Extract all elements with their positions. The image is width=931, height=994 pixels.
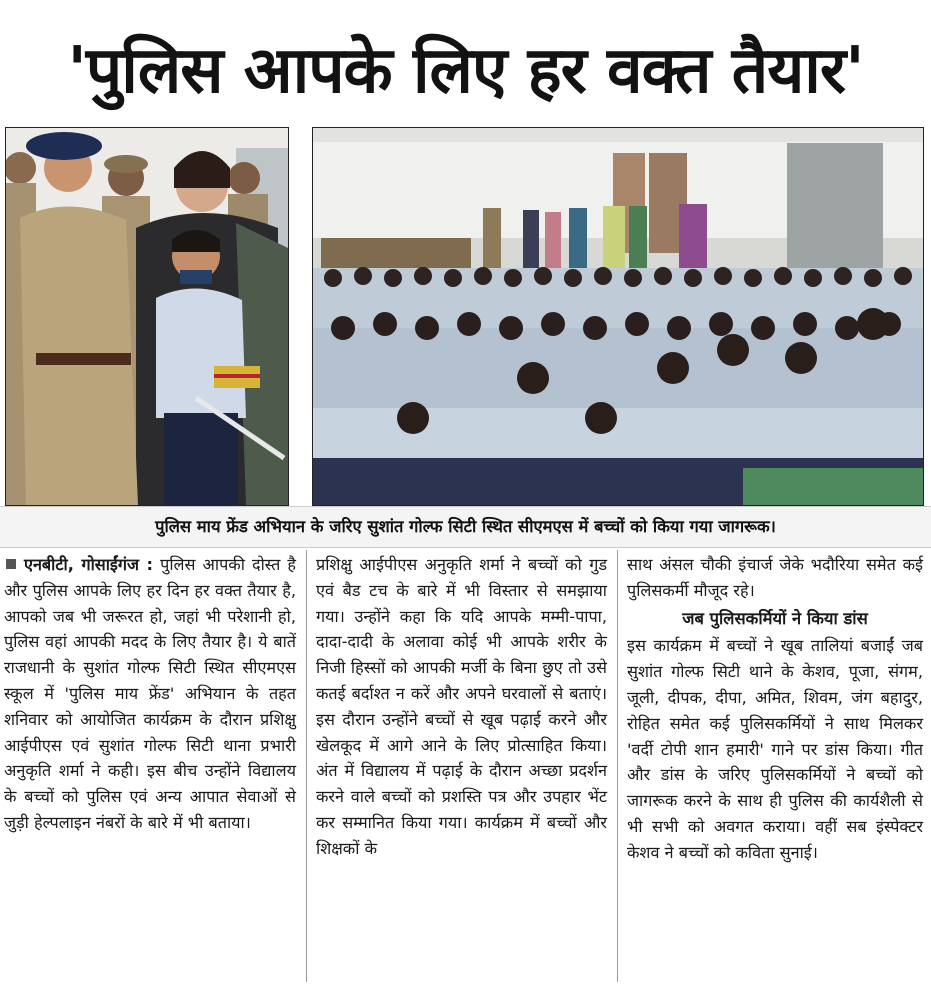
photo-officer-with-student — [5, 127, 289, 506]
square-bullet-icon — [6, 559, 16, 569]
subheading: जब पुलिसकर्मियों ने किया डांस — [682, 608, 868, 628]
dateline: एनबीटी, गोसाईंगंज : — [24, 555, 154, 574]
column-divider — [617, 550, 618, 982]
article-column-2 — [316, 552, 607, 982]
photo-caption: पुलिस माय फ्रेंड अभियान के जरिए सुशांत गोल्फ सिटी स्थित सीएमएस में बच्चों को किया गया जागरूक। — [0, 506, 931, 548]
article-column-1 — [4, 552, 296, 982]
column-3-text-bottom: इस कार्यक्रम में बच्चों ने खूब तालियां बजाईं जब सुशांत गोल्फ सिटी थाने के केशव, पूजा, संगम, जूली, दीपक, दीपा, अमित, शिवम, जंग बहादुर, रोहित समेत कई पुलिसकर्मियों ने साथ मिलकर 'वर्दी टोपी शान हमारी' गाने पर डांस किया। गीत और डांस के जरिए पुलिसकर्मियों ने बच्चों को जागरूक करने के साथ ही पुलिस की कार्यशैली से भी सभी को अवगत कराया। वहीं सब इंस्पेक्टर केशव ने बच्चों को कविता सुनाई। — [627, 636, 923, 862]
column-2-text: प्रशिक्षु आईपीएस अनुकृति शर्मा ने बच्चों को गुड एवं बैड टच के बारे में भी विस्तार से समझाया गया। उन्होंने कहा कि यदि आपके मम्मी-पापा, दादा-दादी के अलावा कोई भी आपके शरीर के निजी हिस्सों को आपकी मर्जी के बिना छुए तो उसे कतई बर्दाश्त न करें और अपने घरवालों से बताएं। इस दौरान उन्होंने बच्चों से खूब पढ़ाई करने और खेलकूद में आगे आने के लिए प्रोत्साहित किया। अंत में विद्यालय में पढ़ाई के दौरान अच्छा प्रदर्शन करने वाले बच्चों को प्रशस्ति पत्र और उपहार भेंट कर सम्मानित किया गया। कार्यक्रम में बच्चों और शिक्षकों के — [316, 555, 607, 858]
column-3-text-top: साथ अंसल चौकी इंचार्ज जेके भदौरिया समेत कई पुलिसकर्मी मौजूद रहे। — [627, 555, 923, 600]
headline: 'पुलिस आपके लिए हर वक्त तैयार' — [67, 34, 864, 108]
photo-students-assembly — [312, 127, 924, 506]
column-divider — [306, 550, 307, 982]
column-1-text: पुलिस आपकी दोस्त है और पुलिस आपके लिए हर दिन हर वक्त तैयार है, आपको जब भी जरूरत हो, जहां भी परेशानी हो, पुलिस वहां आपकी मदद के लिए तैयार है। ये बातें राजधानी के सुशांत गोल्फ सिटी स्थित सीएमएस स्कूल में 'पुलिस माय फ्रेंड' अभियान के तहत शनिवार को आयोजित कार्यक्रम के दौरान प्रशिक्षु आईपीएस एवं सुशांत गोल्फ सिटी थाना प्रभारी अनुकृति शर्मा ने कही। इस बीच उन्होंने विद्यालय के बच्चों को पुलिस एवं अन्य आपात सेवाओं से जुड़ी हेल्पलाइन नंबरों के बारे में भी बताया। — [4, 555, 296, 832]
article-column-3 — [627, 552, 923, 982]
